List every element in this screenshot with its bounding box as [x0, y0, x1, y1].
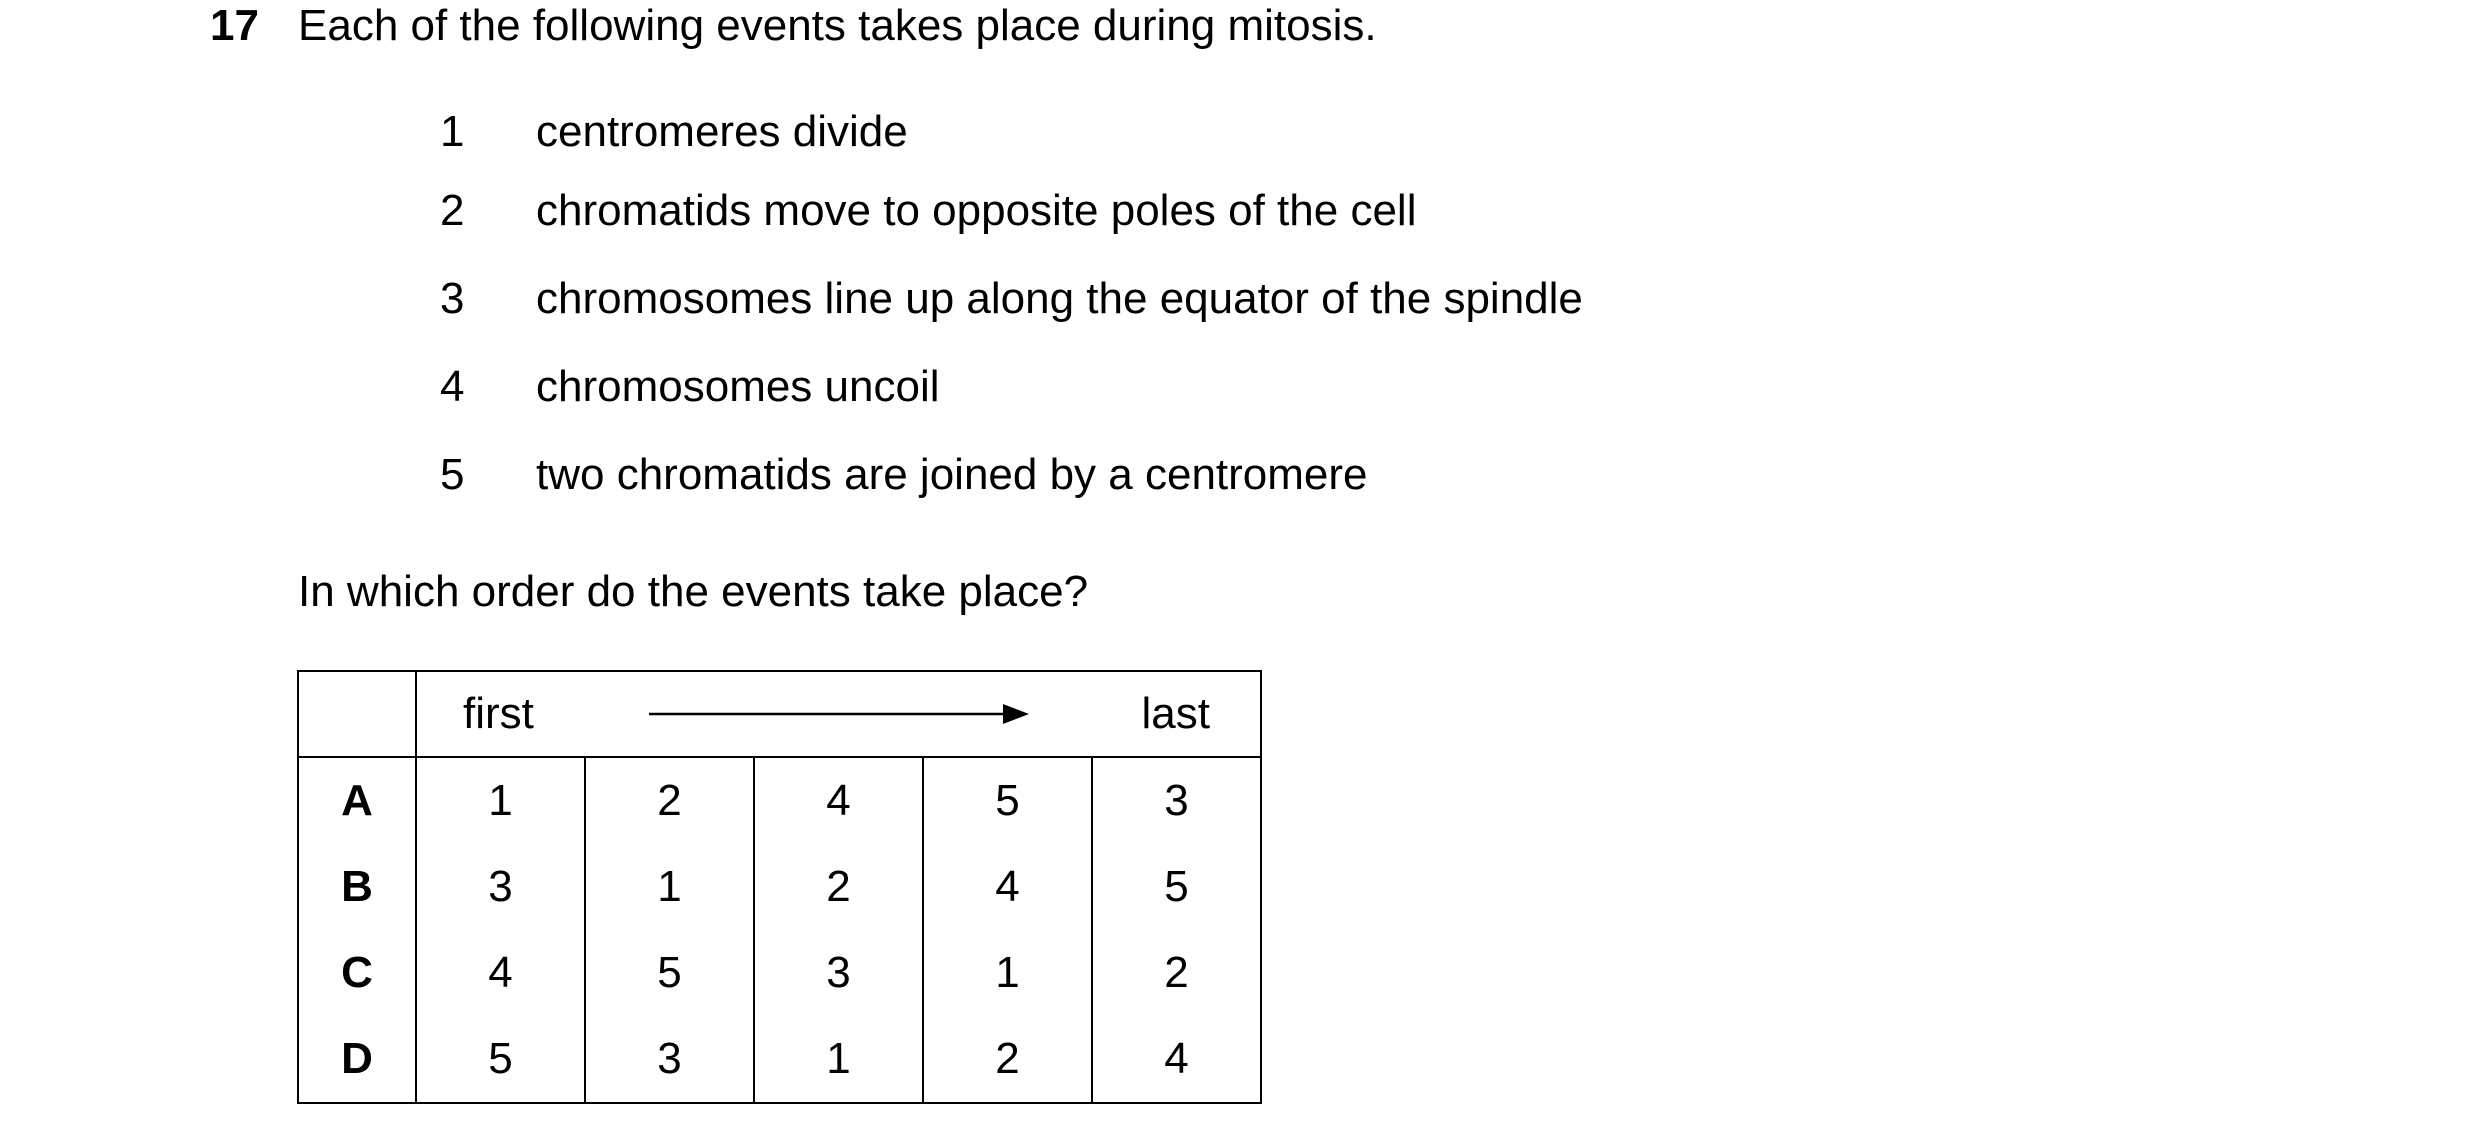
header-last-label: last — [1141, 689, 1210, 738]
right-arrow-icon — [649, 700, 1029, 728]
option-key: D — [298, 1016, 416, 1103]
option-value: 1 — [585, 844, 754, 930]
option-key: C — [298, 930, 416, 1016]
table-row — [298, 930, 1261, 1016]
option-key: B — [298, 844, 416, 930]
option-value: 1 — [923, 930, 1092, 1016]
option-value: 1 — [416, 757, 585, 844]
option-value: 2 — [923, 1016, 1092, 1103]
event-text: chromatids move to opposite poles of the cell — [536, 186, 1417, 235]
table-row — [298, 757, 1261, 844]
option-value: 3 — [1092, 757, 1261, 844]
option-value: 3 — [416, 844, 585, 930]
option-value: 2 — [1092, 930, 1261, 1016]
event-number: 4 — [440, 362, 465, 411]
table-header-row — [298, 671, 1261, 757]
option-value: 5 — [923, 757, 1092, 844]
table-row — [298, 1016, 1261, 1103]
header-first-label: first — [463, 689, 534, 738]
event-text: chromosomes uncoil — [536, 362, 940, 411]
option-value: 4 — [1092, 1016, 1261, 1103]
event-number: 2 — [440, 186, 465, 235]
option-value: 5 — [1092, 844, 1261, 930]
event-number: 5 — [440, 450, 465, 499]
option-value: 4 — [923, 844, 1092, 930]
order-header — [416, 671, 1261, 757]
option-value: 5 — [585, 930, 754, 1016]
option-value: 2 — [754, 844, 923, 930]
option-value: 3 — [585, 1016, 754, 1103]
event-text: chromosomes line up along the equator of the spindle — [536, 274, 1583, 323]
option-key: A — [298, 757, 416, 844]
question-prompt: In which order do the events take place? — [298, 567, 1089, 616]
option-value: 4 — [754, 757, 923, 844]
option-value: 1 — [754, 1016, 923, 1103]
question-stem: Each of the following events takes place during mitosis. — [298, 1, 1377, 50]
event-number: 3 — [440, 274, 465, 323]
event-number: 1 — [440, 107, 465, 156]
event-text: two chromatids are joined by a centromere — [536, 450, 1368, 499]
table-corner-cell — [298, 671, 416, 757]
option-value: 5 — [416, 1016, 585, 1103]
answer-table — [297, 670, 1262, 1104]
event-text: centromeres divide — [536, 107, 908, 156]
question-number: 17 — [210, 1, 259, 50]
table-row — [298, 844, 1261, 930]
option-value: 2 — [585, 757, 754, 844]
option-value: 4 — [416, 930, 585, 1016]
option-value: 3 — [754, 930, 923, 1016]
